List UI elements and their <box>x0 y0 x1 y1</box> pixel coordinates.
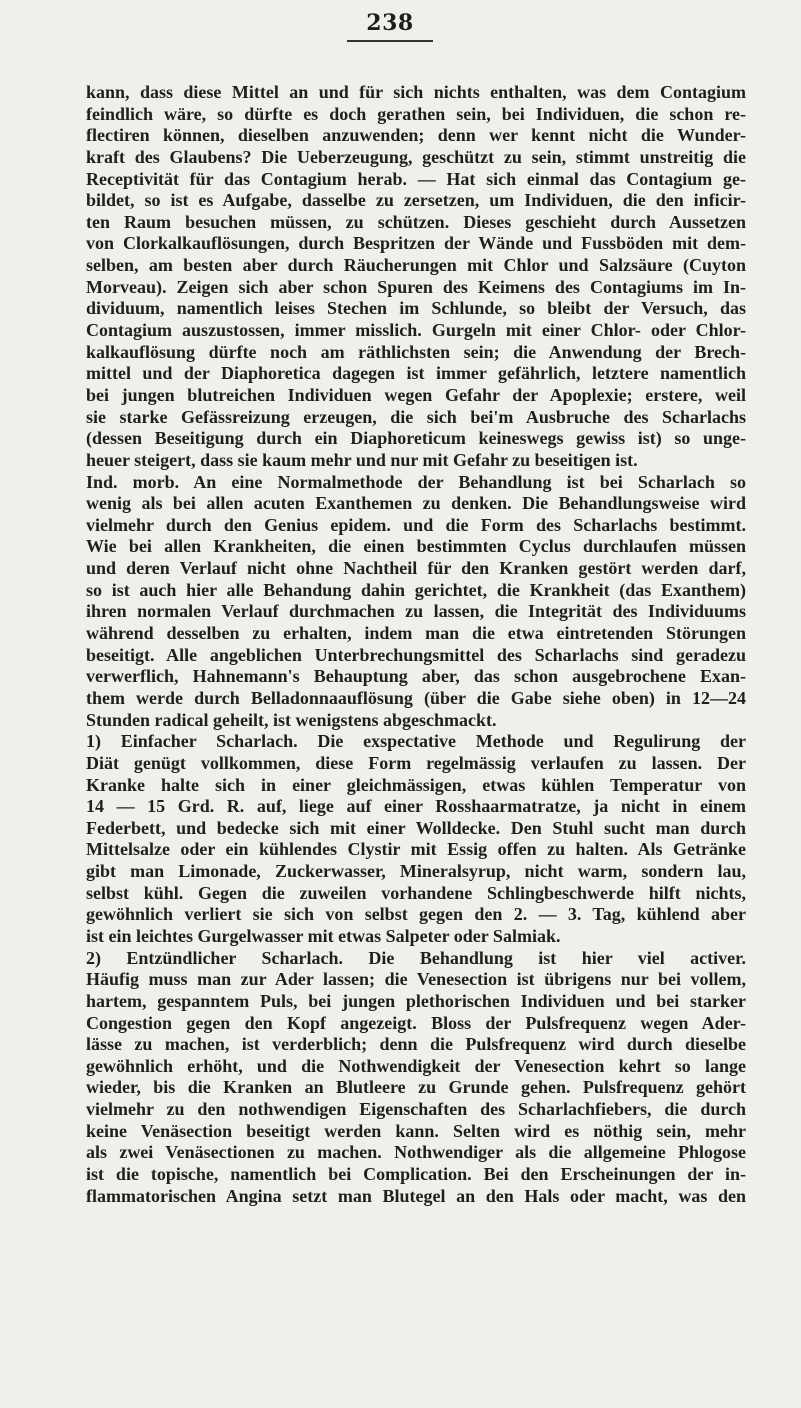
text-line: Ind. morb. An eine Normalmethode der Behandlung ist bei Scharlach so <box>86 471 746 492</box>
text-line: 1) Einfacher Scharlach. Die exspectative Methode und Regulirung der <box>86 731 746 752</box>
text-line: kann, dass diese Mittel an und für sich nichts enthalten, was dem Contagium <box>86 82 746 102</box>
text-line: und deren Verlauf nicht ohne Nachtheil für den Kranken gestört werden darf, <box>86 558 746 579</box>
text-line: hartem, gespanntem Puls, bei jungen plethorischen Individuen und bei starker <box>86 990 746 1011</box>
text-line: 14 — 15 Grd. R. auf, liege auf einer Rosshaarmatratze, ja nicht in einem <box>86 796 746 817</box>
text-line: 2) Entzündlicher Scharlach. Die Behandlung ist hier viel activer. <box>86 947 746 968</box>
text-line: lässe zu machen, ist verderblich; denn die Pulsfrequenz wird durch dieselbe <box>86 1034 746 1055</box>
text-line: ten Raum besuchen müssen, zu schützen. Dieses geschieht durch Aussetzen <box>86 211 746 232</box>
text-line: ist die topische, namentlich bei Complication. Bei den Erscheinungen der in- <box>86 1164 746 1185</box>
text-line: Mittelsalze oder ein kühlendes Clystir mit Essig offen zu halten. Als Getränke <box>86 839 746 860</box>
text-line: kraft des Glaubens? Die Ueberzeugung, geschützt zu sein, stimmt unstreitig die <box>86 146 746 167</box>
text-line: beseitigt. Alle angeblichen Unterbrechungsmittel des Scharlachs sind geradezu <box>86 644 746 665</box>
text-line: flectiren können, dieselben anzuwenden; denn wer kennt nicht die Wunder- <box>86 125 746 146</box>
text-line: Häufig muss man zur Ader lassen; die Venesection ist übrigens nur bei vollem, <box>86 969 746 990</box>
page-number: 238 <box>366 10 414 36</box>
text-line: ihren normalen Verlauf durchmachen zu lassen, die Integrität des Individuums <box>86 601 746 622</box>
text-line: verwerflich, Hahnemann's Behauptung aber, das schon ausgebrochene Exan- <box>86 666 746 687</box>
text-line: bei jungen blutreichen Individuen wegen Gefahr der Apoplexie; erstere, weil <box>86 384 746 405</box>
text-line: gibt man Limonade, Zuckerwasser, Mineralsyrup, nicht warm, sondern lau, <box>86 861 746 882</box>
text-line: als zwei Venäsectionen zu machen. Nothwendiger als die allgemeine Phlogose <box>86 1142 746 1163</box>
text-line: wenig als bei allen acuten Exanthemen zu denken. Die Behandlungsweise wird <box>86 493 746 514</box>
text-line: Morveau). Zeigen sich aber schon Spuren des Keimens des Contagiums im In- <box>86 276 746 297</box>
text-line: von Clorkalkauflösungen, durch Bespritzen der Wände und Fussböden mit dem- <box>86 233 746 254</box>
text-line: Kranke halte sich in einer gleichmässigen, etwas kühlen Temperatur von <box>86 774 746 795</box>
text-line: Stunden radical geheilt, ist wenigstens abgeschmackt. <box>86 709 497 730</box>
page-number-rule <box>347 40 433 42</box>
text-line: bildet, so ist es Aufgabe, dasselbe zu zersetzen, um Individuen, die den inficir- <box>86 190 746 211</box>
text-line: (dessen Beseitigung durch ein Diaphoreticum keineswegs gewiss ist) so unge- <box>86 428 746 449</box>
text-line: selbst kühl. Gegen die zuweilen vorhandene Schlingbeschwerde hilft nichts, <box>86 882 746 903</box>
text-line: selben, am besten aber durch Räucherungen mit Chlor und Salzsäure (Cuyton <box>86 255 746 276</box>
text-line: Contagium auszustossen, immer misslich. Gurgeln mit einer Chlor- oder Chlor- <box>86 320 746 341</box>
text-line: them werde durch Belladonnaauflösung (über die Gabe siehe oben) in 12—24 <box>86 687 746 708</box>
text-line: vielmehr durch den Genius epidem. und die Form des Scharlachs bestimmt. <box>86 514 746 535</box>
text-line: dividuum, namentlich leises Stechen im Schlunde, so bleibt der Versuch, das <box>86 298 746 319</box>
text-line: so ist auch hier alle Behandung dahin gerichtet, die Krankheit (das Exanthem) <box>86 579 746 600</box>
text-line: während desselben zu erhalten, indem man die etwa eintretenden Störungen <box>86 623 746 644</box>
text-line: flammatorischen Angina setzt man Blutegel an den Hals oder macht, was den <box>86 1185 746 1206</box>
text-line: ist ein leichtes Gurgelwasser mit etwas Salpeter oder Salmiak. <box>86 925 561 946</box>
text-line: Congestion gegen den Kopf angezeigt. Bloss der Pulsfrequenz wegen Ader- <box>86 1012 746 1033</box>
text-line: wieder, bis die Kranken an Blutleere zu Grunde gehen. Pulsfrequenz gehört <box>86 1077 746 1098</box>
text-line: Receptivität für das Contagium herab. — Hat sich einmal das Contagium ge- <box>86 168 746 189</box>
text-line: Wie bei allen Krankheiten, die einen bestimmten Cyclus durchlaufen müssen <box>86 536 746 557</box>
text-line: heuer steigert, dass sie kaum mehr und nur mit Gefahr zu beseitigen ist. <box>86 449 638 470</box>
text-line: gewöhnlich verliert sie sich von selbst gegen den 2. — 3. Tag, kühlend aber <box>86 904 746 925</box>
text-line: sie starke Gefässreizung erzeugen, die sich bei'm Ausbruche des Scharlachs <box>86 406 746 427</box>
text-line: vielmehr zu den nothwendigen Eigenschaften des Scharlachfiebers, die durch <box>86 1099 746 1120</box>
text-line: Diät genügt vollkommen, diese Form regelmässig verlaufen zu lassen. Der <box>86 752 746 773</box>
text-line: Federbett, und bedecke sich mit einer Wolldecke. Den Stuhl sucht man durch <box>86 817 746 838</box>
text-line: keine Venäsection beseitigt werden kann. Selten wird es nöthig sein, mehr <box>86 1120 746 1141</box>
text-line: kalkauflösung dürfte noch am räthlichsten sein; die Anwendung der Brech- <box>86 341 746 362</box>
body-text <box>86 82 746 1207</box>
text-line: feindlich wäre, so dürfte es doch gerathen sein, bei Individuen, die schon re- <box>86 103 746 124</box>
text-line: gewöhnlich erhöht, und die Nothwendigkeit der Venesection kehrt so lange <box>86 1055 746 1076</box>
text-line: mittel und der Diaphoretica dagegen ist immer gefährlich, letztere namentlich <box>86 363 746 384</box>
